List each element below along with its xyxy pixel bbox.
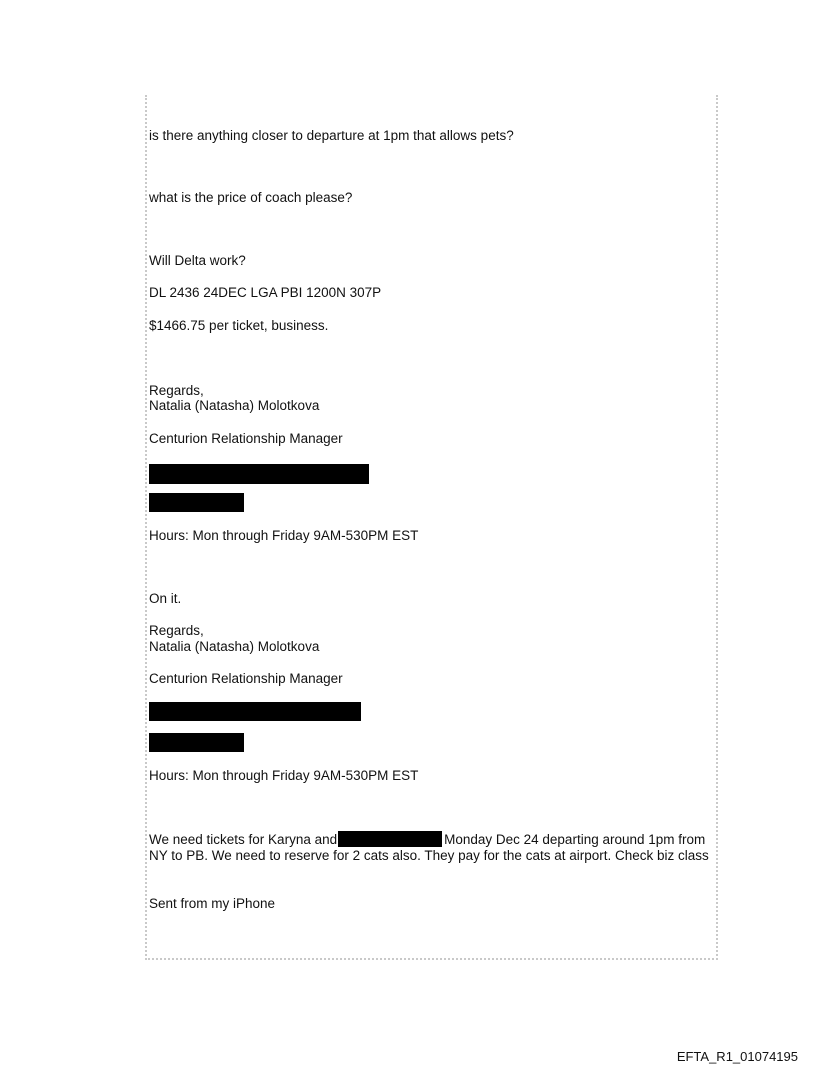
message-sent-from: Sent from my iPhone — [149, 896, 276, 911]
redaction-block — [149, 702, 361, 721]
signature-hours: Hours: Mon through Friday 9AM-530PM EST — [149, 768, 419, 783]
message-on-it: On it. — [149, 591, 182, 606]
request-text-start: We need tickets for Karyna and — [149, 832, 338, 847]
request-text-rest: Monday Dec 24 departing around 1pm from NY to PB. We need to reserve for 2 cats also. They pay for the cats at airport. Check biz class — [149, 832, 709, 863]
ticket-price: $1466.75 per ticket, business. — [149, 318, 329, 333]
signature-regards: Regards, — [149, 623, 204, 638]
redaction-inline — [338, 831, 442, 847]
document-id: EFTA_R1_01074195 — [676, 1049, 798, 1064]
redaction-block — [149, 464, 369, 484]
message-pets-question: is there anything closer to departure at 1pm that allows pets? — [149, 128, 514, 143]
flight-details: DL 2436 24DEC LGA PBI 1200N 307P — [149, 285, 382, 300]
signature-title: Centurion Relationship Manager — [149, 671, 343, 686]
message-delta-question: Will Delta work? — [149, 253, 246, 268]
signature-title: Centurion Relationship Manager — [149, 431, 343, 446]
redaction-block — [149, 493, 244, 512]
signature-name: Natalia (Natasha) Molotkova — [149, 398, 320, 413]
message-coach-price: what is the price of coach please? — [149, 190, 353, 205]
signature-hours: Hours: Mon through Friday 9AM-530PM EST — [149, 528, 419, 543]
signature-name: Natalia (Natasha) Molotkova — [149, 639, 320, 654]
message-ticket-request — [149, 831, 711, 863]
signature-regards: Regards, — [149, 383, 204, 398]
redaction-block — [149, 733, 244, 752]
